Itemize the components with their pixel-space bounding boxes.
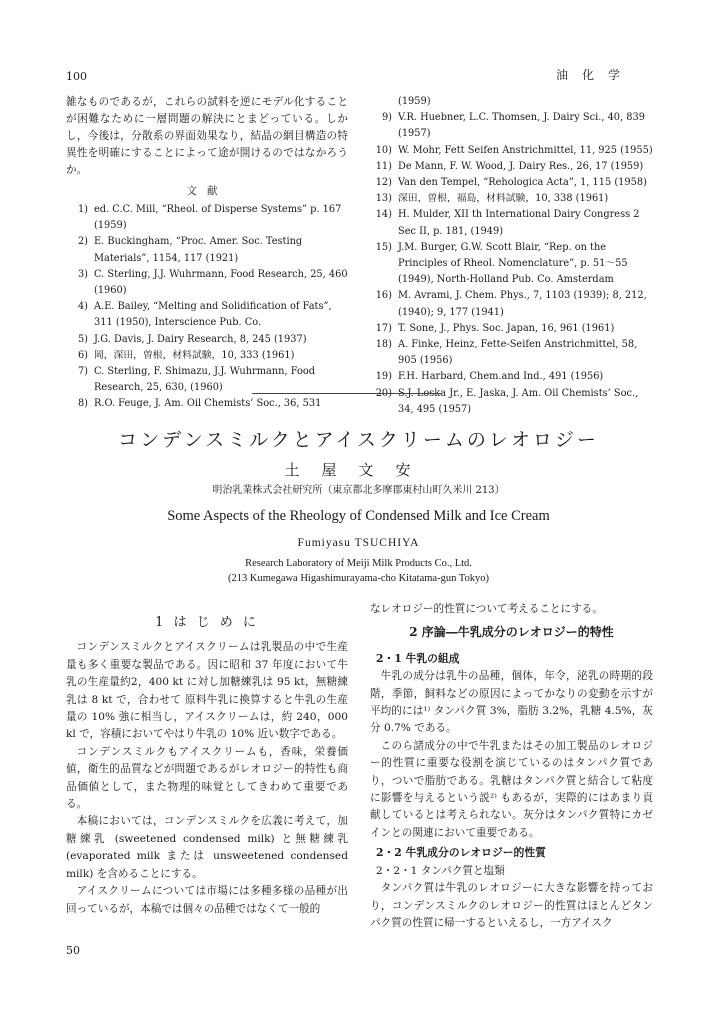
footer-page-number: 50: [66, 944, 80, 957]
reference-item: [370, 369, 653, 385]
reference-number: 19): [375, 371, 392, 383]
reference-number: 9): [381, 112, 392, 124]
reference-item: [370, 321, 653, 337]
reference-number: 12): [375, 177, 392, 189]
reference-number: 13): [375, 193, 392, 205]
section-1-continuation: なレオロジー的性質について考えることにする。: [370, 603, 603, 615]
references-heading: 文献: [186, 185, 228, 197]
reference-item: [370, 191, 653, 207]
reference-number: 17): [375, 322, 392, 334]
page-number: 100: [66, 70, 87, 83]
reference-number: 11): [375, 160, 392, 172]
reference-text: T. Sone, J., Phys. Soc. Japan, 16, 961 (1961): [398, 322, 615, 334]
reference-number: 15): [375, 241, 392, 253]
author-name-jp: 土屋文安: [284, 461, 433, 479]
reference-number: 7): [77, 366, 88, 378]
affiliation-en-line-2: (213 Kumegawa Higashimurayama-cho Kitatama-gun Tokyo): [228, 573, 489, 584]
reference-item: [370, 94, 653, 110]
journal-name: 油化学: [556, 68, 635, 82]
article-title-jp: コンデンスミルクとアイスクリームのレオロジー: [118, 429, 599, 451]
reference-text: M. Avrami, J. Chem. Phys., 7, 1103 (1939); 8, 212, (1940); 9, 177 (1941): [398, 290, 647, 318]
section-2-2-1-heading: 2・2・1 タンパク質と塩類: [376, 864, 505, 877]
reference-item: [370, 110, 653, 142]
reference-text: 岡，深田，曽根，材料試験，10, 333 (1961): [94, 349, 295, 361]
reference-text: Van den Tempel, “Rehologica Acta”, 1, 115 (1958): [398, 177, 647, 189]
reference-item: [66, 348, 348, 364]
section-2-1-paragraph-2: このら諸成分の中で牛乳またはその加工製品のレオロジー的性質に重要な役割を演じているのはタンパク質であり，ついで脂肪である。乳糖はタンパク質と結合して粘度に影響を与えるという説²⁾ もあるが，実際的にはあまり貢献しているとは考えられない。灰分はタンパク質特にカゼインとの関連において重要である。: [370, 739, 653, 839]
section-1-paragraph-1: コンデンスミルクとアイスクリームは乳製品の中で生産量も多く重要な製品である。因に昭和 37 年度において牛乳の生産量約2，400 kt に対し加糖練乳は 95 kt，無糖練乳は 8 kt で，合わせて 原料牛乳に換算すると牛乳の生産量の 10% 強に相当し，アイスクリームは，約 240，000 kl で，容積においてやはり牛乳の 10% 近い数字である。: [66, 641, 348, 741]
reference-number: 20): [375, 387, 392, 399]
reference-item: [66, 202, 348, 234]
section-2-1-heading: 2・1 牛乳の組成: [376, 651, 460, 665]
reference-text: R.O. Feuge, J. Am. Oil Chemists’ Soc., 36, 531: [94, 398, 322, 410]
reference-number: 4): [77, 301, 88, 313]
section-2-1-paragraph-1: 牛乳の成分は乳牛の品種，個体，年令，泌乳の時期的段階，季節，飼料などの原因によってかなりの変動を示すが平均的には¹⁾ タンパク質 3%，脂肪 3.2%，乳糖 4.5%，灰分 0.7% である。: [370, 670, 653, 735]
reference-text: ed. C.C. Mill, “Rheol. of Disperse Systems” p. 167 (1959): [94, 204, 342, 232]
reference-number: 18): [375, 339, 392, 351]
reference-item: [66, 396, 348, 412]
reference-number: 1): [77, 204, 88, 215]
reference-item: [370, 159, 653, 175]
section-2-2-heading: 2・2 牛乳成分のレオロジー的性質: [376, 846, 546, 860]
reference-number: 8): [77, 398, 88, 410]
reference-item: [66, 234, 348, 266]
reference-text: E. Buckingham, “Proc. Amer. Soc. Testing Materials”, 1154, 117 (1921): [94, 236, 303, 264]
reference-text: H. Mulder, XII th International Dairy Congress 2 Sec II, p. 181, (1949): [398, 209, 640, 237]
reference-text: W. Mohr, Fett Seifen Anstrichmittel, 11, 925 (1955): [398, 144, 653, 156]
affiliation-en-line-1: Research Laboratory of Meiji Milk Products Co., Ltd.: [245, 558, 472, 569]
reference-item: [66, 299, 348, 331]
section-1-heading: 1 は じ め に: [155, 615, 259, 630]
section-divider: [252, 393, 442, 394]
continuation-paragraph: 雑なものであるが，これらの試料を逆にモデル化することが困難なために一層問題の解決にとまどっている。しかし，今後は，分散系の界面効果なり，結晶の網目構造の特異性を明確にすることによって途が開けるのではなかろうか。: [66, 96, 348, 176]
reference-text: A.E. Bailey, “Melting and Solidification of Fats”, 311 (1950), Interscience Pub. Co.: [94, 301, 332, 329]
reference-item: [370, 337, 653, 369]
reference-item: [370, 240, 653, 289]
reference-text: (1959): [398, 96, 431, 107]
reference-number: 5): [77, 333, 88, 345]
reference-text: F.H. Harbard, Chem.and Ind., 491 (1956): [398, 371, 604, 383]
reference-text: J.M. Burger, G.W. Scott Blair, “Rep. on the Principles of Rheol. Nomenclature”, p. 51～55 (1949), North-Holland Pub. Co. Amsterdam: [398, 241, 628, 286]
section-2-heading: 2 序論―牛乳成分のレオロジー的特性: [409, 625, 614, 640]
section-1-paragraph-2: コンデンスミルクもアイスクリームも，香味，栄養価値，衛生的品質などが問題であるがレオロジー的特性も商品価値として，また物理的味覚としてきわめて重要である。: [66, 745, 348, 811]
section-1-paragraph-3: 本稿においては，コンデンスミルクを広義に考えて，加糖練乳 (sweetened condensed milk) と無糖練乳 (evaporated milk または unsweetened condensed milk) を含めることにする。: [66, 815, 348, 880]
reference-text: S.J. Loska Jr., E. Jaska, J. Am. Oil Chemists’ Soc., 34, 495 (1957): [398, 387, 639, 415]
references-left-list: [66, 202, 348, 413]
reference-number: 16): [375, 290, 392, 302]
left-upper-column: [66, 94, 348, 413]
reference-number: 6): [77, 349, 88, 361]
reference-text: C. Sterling, J.J. Wuhrmann, Food Research, 25, 460 (1960): [94, 268, 348, 297]
reference-text: A. Finke, Heinz, Fette-Seifen Anstrichmittel, 58, 905 (1956): [398, 339, 638, 367]
body-left-column: [66, 608, 348, 918]
reference-item: [370, 143, 653, 159]
reference-item: [370, 386, 653, 418]
section-2-2-1-paragraph-1: タンパク質は牛乳のレオロジーに大きな影響を持っており，コンデンスミルクのレオロジー的性質はほとんどタンパク質の性質に帰一するといえるし，一方アイスク: [370, 882, 653, 929]
reference-number: [370, 94, 398, 110]
reference-item: [370, 207, 653, 239]
affiliation-jp: 明治乳業株式会社研究所（東京都北多摩郡東村山町久米川 213）: [212, 485, 505, 496]
reference-text: V.R. Huebner, L.C. Thomsen, J. Dairy Sci., 40, 839 (1957): [398, 112, 645, 140]
reference-number: 2): [77, 236, 88, 248]
reference-item: [66, 364, 348, 396]
section-1-paragraph-4: アイスクリームについては市場には多種多様の品種が出回っているが，本稿では個々の品種ではなくて一般的: [66, 885, 348, 915]
reference-number: 14): [375, 209, 392, 221]
reference-text: 深田，曽根，福島，材料試験，10, 338 (1961): [398, 193, 609, 205]
reference-item: [370, 175, 653, 191]
reference-number: 10): [375, 144, 392, 156]
body-right-column: [370, 601, 653, 932]
author-name-en: Fumiyasu TSUCHIYA: [297, 537, 420, 549]
reference-item: [66, 332, 348, 348]
reference-text: J.G. Davis, J. Dairy Research, 8, 245 (1937): [94, 333, 307, 345]
references-right-list: [370, 94, 653, 418]
reference-text: De Mann, F. W. Wood, J. Dairy Res., 26, 17 (1959): [398, 160, 644, 172]
reference-number: 3): [77, 268, 88, 280]
reference-item: [66, 267, 348, 299]
reference-text: C. Sterling, F. Shimazu, J.J. Wuhrmann, Food Research, 25, 630, (1960): [94, 366, 316, 394]
reference-item: [370, 288, 653, 320]
article-title-en: Some Aspects of the Rheology of Condensed Milk and Ice Cream: [167, 508, 550, 524]
